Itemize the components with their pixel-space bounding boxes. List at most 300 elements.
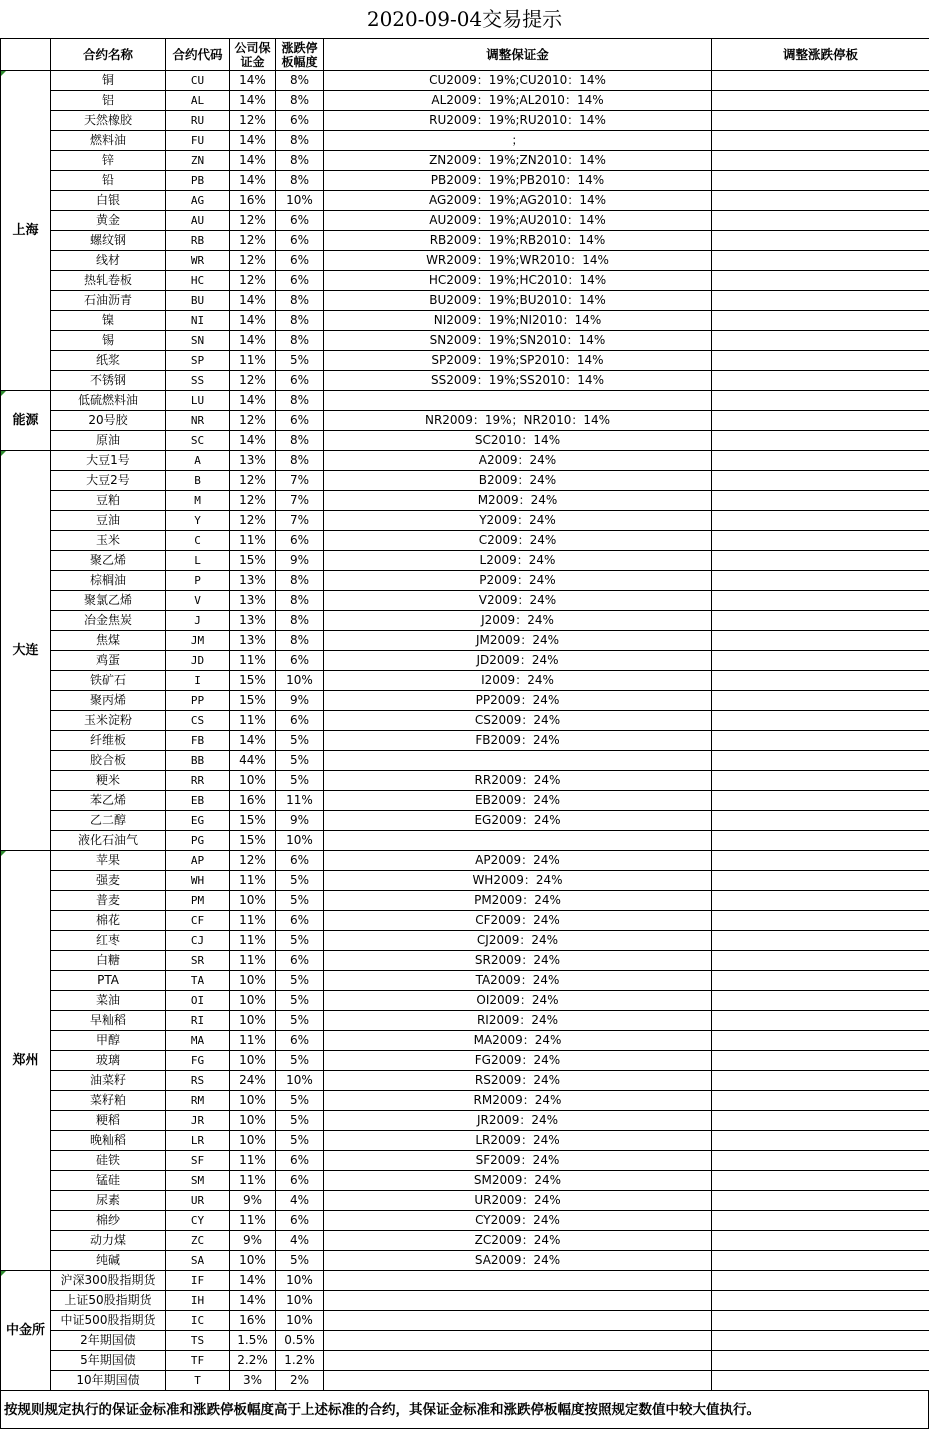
name-cell: 铅 — [51, 171, 166, 191]
code-cell: RB — [166, 231, 230, 251]
name-cell: 中证500股指期货 — [51, 1311, 166, 1331]
limit-cell: 8% — [276, 451, 324, 471]
adj-margin-cell: JR2009：24% — [324, 1111, 712, 1131]
limit-cell: 5% — [276, 931, 324, 951]
limit-cell: 8% — [276, 311, 324, 331]
name-cell: 玉米 — [51, 531, 166, 551]
code-cell: J — [166, 611, 230, 631]
table-row — [1, 1051, 929, 1071]
adj-limit-cell — [712, 1131, 929, 1151]
adj-margin-cell: ZN2009：19%;ZN2010：14% — [324, 151, 712, 171]
adj-margin-cell — [324, 1371, 712, 1391]
adj-limit-cell — [712, 1091, 929, 1111]
code-cell: PP — [166, 691, 230, 711]
name-cell: 聚丙烯 — [51, 691, 166, 711]
margin-cell: 12% — [230, 271, 276, 291]
name-cell: 天然橡胶 — [51, 111, 166, 131]
margin-cell: 13% — [230, 571, 276, 591]
limit-cell: 6% — [276, 251, 324, 271]
adj-limit-cell — [712, 931, 929, 951]
code-cell: ZN — [166, 151, 230, 171]
margin-cell: 12% — [230, 111, 276, 131]
adj-limit-cell — [712, 171, 929, 191]
name-cell: 冶金焦炭 — [51, 611, 166, 631]
adj-limit-cell — [712, 751, 929, 771]
table-row — [1, 231, 929, 251]
table-row — [1, 931, 929, 951]
margin-cell: 14% — [230, 1291, 276, 1311]
name-cell: 上证50股指期货 — [51, 1291, 166, 1311]
limit-cell: 6% — [276, 711, 324, 731]
adj-margin-cell: RU2009：19%;RU2010：14% — [324, 111, 712, 131]
adj-margin-cell: SC2010：14% — [324, 431, 712, 451]
adj-margin-cell: SM2009：24% — [324, 1171, 712, 1191]
margin-cell: 14% — [230, 151, 276, 171]
limit-cell: 6% — [276, 211, 324, 231]
adj-limit-cell — [712, 1051, 929, 1071]
limit-cell: 8% — [276, 391, 324, 411]
margin-cell: 13% — [230, 591, 276, 611]
name-cell: 不锈钢 — [51, 371, 166, 391]
code-cell: MA — [166, 1031, 230, 1051]
table-row — [1, 1271, 929, 1291]
code-cell: Y — [166, 511, 230, 531]
table-row — [1, 191, 929, 211]
adj-limit-cell — [712, 851, 929, 871]
adj-margin-cell: WH2009：24% — [324, 871, 712, 891]
adj-margin-cell: CS2009：24% — [324, 711, 712, 731]
trading-notice-table — [0, 38, 929, 1391]
adj-margin-cell: OI2009：24% — [324, 991, 712, 1011]
table-row — [1, 151, 929, 171]
table-row — [1, 651, 929, 671]
adj-limit-cell — [712, 451, 929, 471]
name-cell: 黄金 — [51, 211, 166, 231]
adj-margin-cell: RI2009：24% — [324, 1011, 712, 1031]
adj-margin-cell: SR2009：24% — [324, 951, 712, 971]
adj-margin-cell: RB2009：19%;RB2010：14% — [324, 231, 712, 251]
adj-margin-cell: CJ2009：24% — [324, 931, 712, 951]
adj-limit-cell — [712, 471, 929, 491]
margin-cell: 15% — [230, 671, 276, 691]
margin-cell: 11% — [230, 951, 276, 971]
limit-cell: 10% — [276, 671, 324, 691]
adj-limit-cell — [712, 691, 929, 711]
adj-limit-cell — [712, 951, 929, 971]
adj-limit-cell — [712, 1231, 929, 1251]
margin-cell: 16% — [230, 791, 276, 811]
name-cell: 纸浆 — [51, 351, 166, 371]
adj-limit-cell — [712, 531, 929, 551]
adj-limit-cell — [712, 1011, 929, 1031]
code-cell: RR — [166, 771, 230, 791]
adj-limit-cell — [712, 111, 929, 131]
name-cell: 线材 — [51, 251, 166, 271]
adj-margin-cell: CY2009：24% — [324, 1211, 712, 1231]
limit-cell: 5% — [276, 1091, 324, 1111]
name-cell: 粳稻 — [51, 1111, 166, 1131]
adj-limit-cell — [712, 1331, 929, 1351]
table-row — [1, 71, 929, 91]
limit-cell: 2% — [276, 1371, 324, 1391]
adj-margin-cell: SA2009：24% — [324, 1251, 712, 1271]
name-cell: 苹果 — [51, 851, 166, 871]
name-cell: 10年期国债 — [51, 1371, 166, 1391]
limit-cell: 0.5% — [276, 1331, 324, 1351]
table-row — [1, 1131, 929, 1151]
margin-cell: 10% — [230, 1131, 276, 1151]
adj-margin-cell: A2009：24% — [324, 451, 712, 471]
code-cell: RI — [166, 1011, 230, 1031]
margin-cell: 15% — [230, 691, 276, 711]
adj-limit-cell — [712, 271, 929, 291]
adj-limit-cell — [712, 731, 929, 751]
adj-margin-cell: PM2009：24% — [324, 891, 712, 911]
code-cell: SM — [166, 1171, 230, 1191]
limit-cell: 8% — [276, 331, 324, 351]
name-cell: 油菜籽 — [51, 1071, 166, 1091]
name-cell: 鸡蛋 — [51, 651, 166, 671]
code-cell: SC — [166, 431, 230, 451]
code-cell: SN — [166, 331, 230, 351]
margin-cell: 9% — [230, 1231, 276, 1251]
code-cell: JM — [166, 631, 230, 651]
table-row — [1, 211, 929, 231]
table-row — [1, 991, 929, 1011]
adj-margin-cell — [324, 1351, 712, 1371]
code-cell: TA — [166, 971, 230, 991]
table-row — [1, 611, 929, 631]
name-cell: 沪深300股指期货 — [51, 1271, 166, 1291]
limit-cell: 6% — [276, 231, 324, 251]
adj-limit-cell — [712, 1111, 929, 1131]
adj-margin-cell: L2009：24% — [324, 551, 712, 571]
table-row — [1, 891, 929, 911]
limit-cell: 9% — [276, 551, 324, 571]
limit-cell: 5% — [276, 871, 324, 891]
name-cell: 粳米 — [51, 771, 166, 791]
name-cell: 液化石油气 — [51, 831, 166, 851]
adj-limit-cell — [712, 511, 929, 531]
name-cell: 早籼稻 — [51, 1011, 166, 1031]
table-row — [1, 331, 929, 351]
limit-cell: 8% — [276, 631, 324, 651]
limit-cell: 5% — [276, 351, 324, 371]
margin-cell: 14% — [230, 91, 276, 111]
table-row — [1, 851, 929, 871]
adj-limit-cell — [712, 1291, 929, 1311]
code-cell: IH — [166, 1291, 230, 1311]
adj-margin-cell: AU2009：19%;AU2010：14% — [324, 211, 712, 231]
margin-cell: 12% — [230, 511, 276, 531]
name-cell: 普麦 — [51, 891, 166, 911]
code-cell: SF — [166, 1151, 230, 1171]
adj-margin-cell: HC2009：19%;HC2010：14% — [324, 271, 712, 291]
name-cell: 硅铁 — [51, 1151, 166, 1171]
margin-cell: 12% — [230, 491, 276, 511]
limit-cell: 6% — [276, 371, 324, 391]
code-cell: EB — [166, 791, 230, 811]
adj-margin-cell: SN2009：19%;SN2010：14% — [324, 331, 712, 351]
adj-margin-cell: JD2009：24% — [324, 651, 712, 671]
margin-cell: 14% — [230, 731, 276, 751]
code-cell: L — [166, 551, 230, 571]
adj-limit-cell — [712, 91, 929, 111]
table-row — [1, 111, 929, 131]
margin-cell: 10% — [230, 991, 276, 1011]
table-row — [1, 571, 929, 591]
table-row — [1, 1211, 929, 1231]
adj-margin-cell: J2009：24% — [324, 611, 712, 631]
name-cell: 棉纱 — [51, 1211, 166, 1231]
adj-limit-cell — [712, 871, 929, 891]
name-cell: 纤维板 — [51, 731, 166, 751]
table-row — [1, 1371, 929, 1391]
adj-limit-cell — [712, 351, 929, 371]
limit-cell: 10% — [276, 191, 324, 211]
adj-limit-cell — [712, 331, 929, 351]
table-row — [1, 811, 929, 831]
code-cell: WR — [166, 251, 230, 271]
limit-cell: 6% — [276, 851, 324, 871]
adj-margin-cell: RM2009：24% — [324, 1091, 712, 1111]
adj-limit-cell — [712, 591, 929, 611]
code-cell: B — [166, 471, 230, 491]
code-cell: SR — [166, 951, 230, 971]
name-cell: 甲醇 — [51, 1031, 166, 1051]
code-cell: FB — [166, 731, 230, 751]
table-row — [1, 671, 929, 691]
table-body — [1, 71, 929, 1391]
name-cell: 锰硅 — [51, 1171, 166, 1191]
name-cell: 铁矿石 — [51, 671, 166, 691]
adj-limit-cell — [712, 1271, 929, 1291]
limit-cell: 6% — [276, 1171, 324, 1191]
adj-limit-cell — [712, 311, 929, 331]
code-cell: FG — [166, 1051, 230, 1071]
code-cell: AG — [166, 191, 230, 211]
table-row — [1, 271, 929, 291]
margin-cell: 12% — [230, 411, 276, 431]
table-row — [1, 471, 929, 491]
table-row — [1, 1331, 929, 1351]
name-cell: 聚乙烯 — [51, 551, 166, 571]
margin-cell: 11% — [230, 711, 276, 731]
code-cell: LR — [166, 1131, 230, 1151]
code-cell: CU — [166, 71, 230, 91]
page-title: 2020-09-04交易提示 — [0, 0, 929, 38]
table-row — [1, 751, 929, 771]
adj-margin-cell: TA2009：24% — [324, 971, 712, 991]
adj-margin-cell: RR2009：24% — [324, 771, 712, 791]
adj-limit-cell — [712, 1311, 929, 1331]
table-row — [1, 911, 929, 931]
table-row — [1, 171, 929, 191]
code-cell: FU — [166, 131, 230, 151]
table-row — [1, 511, 929, 531]
code-cell: BB — [166, 751, 230, 771]
margin-cell: 3% — [230, 1371, 276, 1391]
limit-cell: 10% — [276, 831, 324, 851]
margin-cell: 11% — [230, 351, 276, 371]
table-row — [1, 431, 929, 451]
adj-margin-cell: FG2009：24% — [324, 1051, 712, 1071]
code-cell: AU — [166, 211, 230, 231]
limit-cell: 5% — [276, 1051, 324, 1071]
margin-cell: 10% — [230, 1091, 276, 1111]
name-cell: 5年期国债 — [51, 1351, 166, 1371]
margin-cell: 12% — [230, 471, 276, 491]
adj-limit-cell — [712, 251, 929, 271]
adj-limit-cell — [712, 1371, 929, 1391]
name-cell: 纯碱 — [51, 1251, 166, 1271]
adj-limit-cell — [712, 571, 929, 591]
adj-margin-cell: LR2009：24% — [324, 1131, 712, 1151]
name-cell: 镍 — [51, 311, 166, 331]
name-cell: 20号胶 — [51, 411, 166, 431]
limit-cell: 10% — [276, 1311, 324, 1331]
margin-cell: 11% — [230, 1211, 276, 1231]
code-cell: T — [166, 1371, 230, 1391]
code-cell: CY — [166, 1211, 230, 1231]
exchange-cell: 能源 — [1, 391, 51, 451]
adj-limit-cell — [712, 711, 929, 731]
margin-cell: 11% — [230, 911, 276, 931]
margin-cell: 11% — [230, 651, 276, 671]
adj-margin-cell: P2009：24% — [324, 571, 712, 591]
margin-cell: 11% — [230, 871, 276, 891]
footer-note: 按规则规定执行的保证金标准和涨跌停板幅度高于上述标准的合约，其保证金标准和涨跌停板幅度按照规定数值中较大值执行。 — [0, 1391, 929, 1429]
margin-cell: 13% — [230, 451, 276, 471]
adj-limit-cell — [712, 1351, 929, 1371]
limit-cell: 5% — [276, 991, 324, 1011]
code-cell: BU — [166, 291, 230, 311]
table-row — [1, 771, 929, 791]
name-cell: 晚籼稻 — [51, 1131, 166, 1151]
limit-cell: 9% — [276, 691, 324, 711]
name-cell: 红枣 — [51, 931, 166, 951]
adj-margin-cell — [324, 1291, 712, 1311]
adj-limit-cell — [712, 991, 929, 1011]
adj-margin-cell: B2009：24% — [324, 471, 712, 491]
limit-cell: 5% — [276, 1011, 324, 1031]
name-cell: 玻璃 — [51, 1051, 166, 1071]
limit-cell: 5% — [276, 771, 324, 791]
margin-cell: 11% — [230, 531, 276, 551]
table-row — [1, 1351, 929, 1371]
adj-limit-cell — [712, 1171, 929, 1191]
adj-limit-cell — [712, 431, 929, 451]
margin-cell: 2.2% — [230, 1351, 276, 1371]
adj-margin-cell — [324, 831, 712, 851]
name-cell: 锌 — [51, 151, 166, 171]
name-cell: 铜 — [51, 71, 166, 91]
table-row — [1, 1071, 929, 1091]
code-cell: PM — [166, 891, 230, 911]
adj-margin-cell: SS2009：19%;SS2010：14% — [324, 371, 712, 391]
table-row — [1, 291, 929, 311]
limit-cell: 7% — [276, 491, 324, 511]
table-row — [1, 1151, 929, 1171]
code-cell: TF — [166, 1351, 230, 1371]
limit-cell: 8% — [276, 151, 324, 171]
adj-limit-cell — [712, 651, 929, 671]
name-cell: 聚氯乙烯 — [51, 591, 166, 611]
margin-cell: 12% — [230, 851, 276, 871]
header-row — [1, 39, 929, 71]
margin-cell: 14% — [230, 291, 276, 311]
code-cell: AL — [166, 91, 230, 111]
limit-cell: 5% — [276, 1111, 324, 1131]
limit-cell: 10% — [276, 1291, 324, 1311]
margin-cell: 15% — [230, 551, 276, 571]
code-cell: RM — [166, 1091, 230, 1111]
adj-limit-cell — [712, 791, 929, 811]
limit-cell: 6% — [276, 1151, 324, 1171]
table-row — [1, 791, 929, 811]
code-cell: A — [166, 451, 230, 471]
margin-cell: 16% — [230, 1311, 276, 1331]
adj-margin-cell: ； — [324, 131, 712, 151]
code-cell: LU — [166, 391, 230, 411]
table-row — [1, 871, 929, 891]
margin-cell: 10% — [230, 1111, 276, 1131]
code-cell: V — [166, 591, 230, 611]
adj-limit-cell — [712, 1071, 929, 1091]
limit-cell: 6% — [276, 111, 324, 131]
code-cell: I — [166, 671, 230, 691]
name-cell: 原油 — [51, 431, 166, 451]
margin-cell: 11% — [230, 1031, 276, 1051]
header-company-margin: 公司保证金 — [230, 39, 276, 71]
header-adjusted-limit: 调整涨跌停板 — [712, 39, 929, 71]
table-row — [1, 251, 929, 271]
code-cell: JD — [166, 651, 230, 671]
code-cell: UR — [166, 1191, 230, 1211]
name-cell: 大豆1号 — [51, 451, 166, 471]
name-cell: 锡 — [51, 331, 166, 351]
code-cell: NI — [166, 311, 230, 331]
adj-limit-cell — [712, 971, 929, 991]
header-exchange — [1, 39, 51, 71]
limit-cell: 8% — [276, 131, 324, 151]
name-cell: 2年期国债 — [51, 1331, 166, 1351]
adj-margin-cell: PP2009：24% — [324, 691, 712, 711]
margin-cell: 14% — [230, 71, 276, 91]
table-row — [1, 1031, 929, 1051]
margin-cell: 44% — [230, 751, 276, 771]
limit-cell: 5% — [276, 1131, 324, 1151]
table-row — [1, 91, 929, 111]
adj-limit-cell — [712, 1191, 929, 1211]
table-row — [1, 351, 929, 371]
table-row — [1, 971, 929, 991]
adj-limit-cell — [712, 631, 929, 651]
table-row — [1, 691, 929, 711]
table-row — [1, 591, 929, 611]
table-row — [1, 311, 929, 331]
name-cell: 棉花 — [51, 911, 166, 931]
code-cell: SP — [166, 351, 230, 371]
limit-cell: 6% — [276, 951, 324, 971]
adj-limit-cell — [712, 191, 929, 211]
name-cell: 豆油 — [51, 511, 166, 531]
margin-cell: 11% — [230, 1151, 276, 1171]
name-cell: 焦煤 — [51, 631, 166, 651]
table-row — [1, 131, 929, 151]
code-cell: HC — [166, 271, 230, 291]
margin-cell: 14% — [230, 391, 276, 411]
